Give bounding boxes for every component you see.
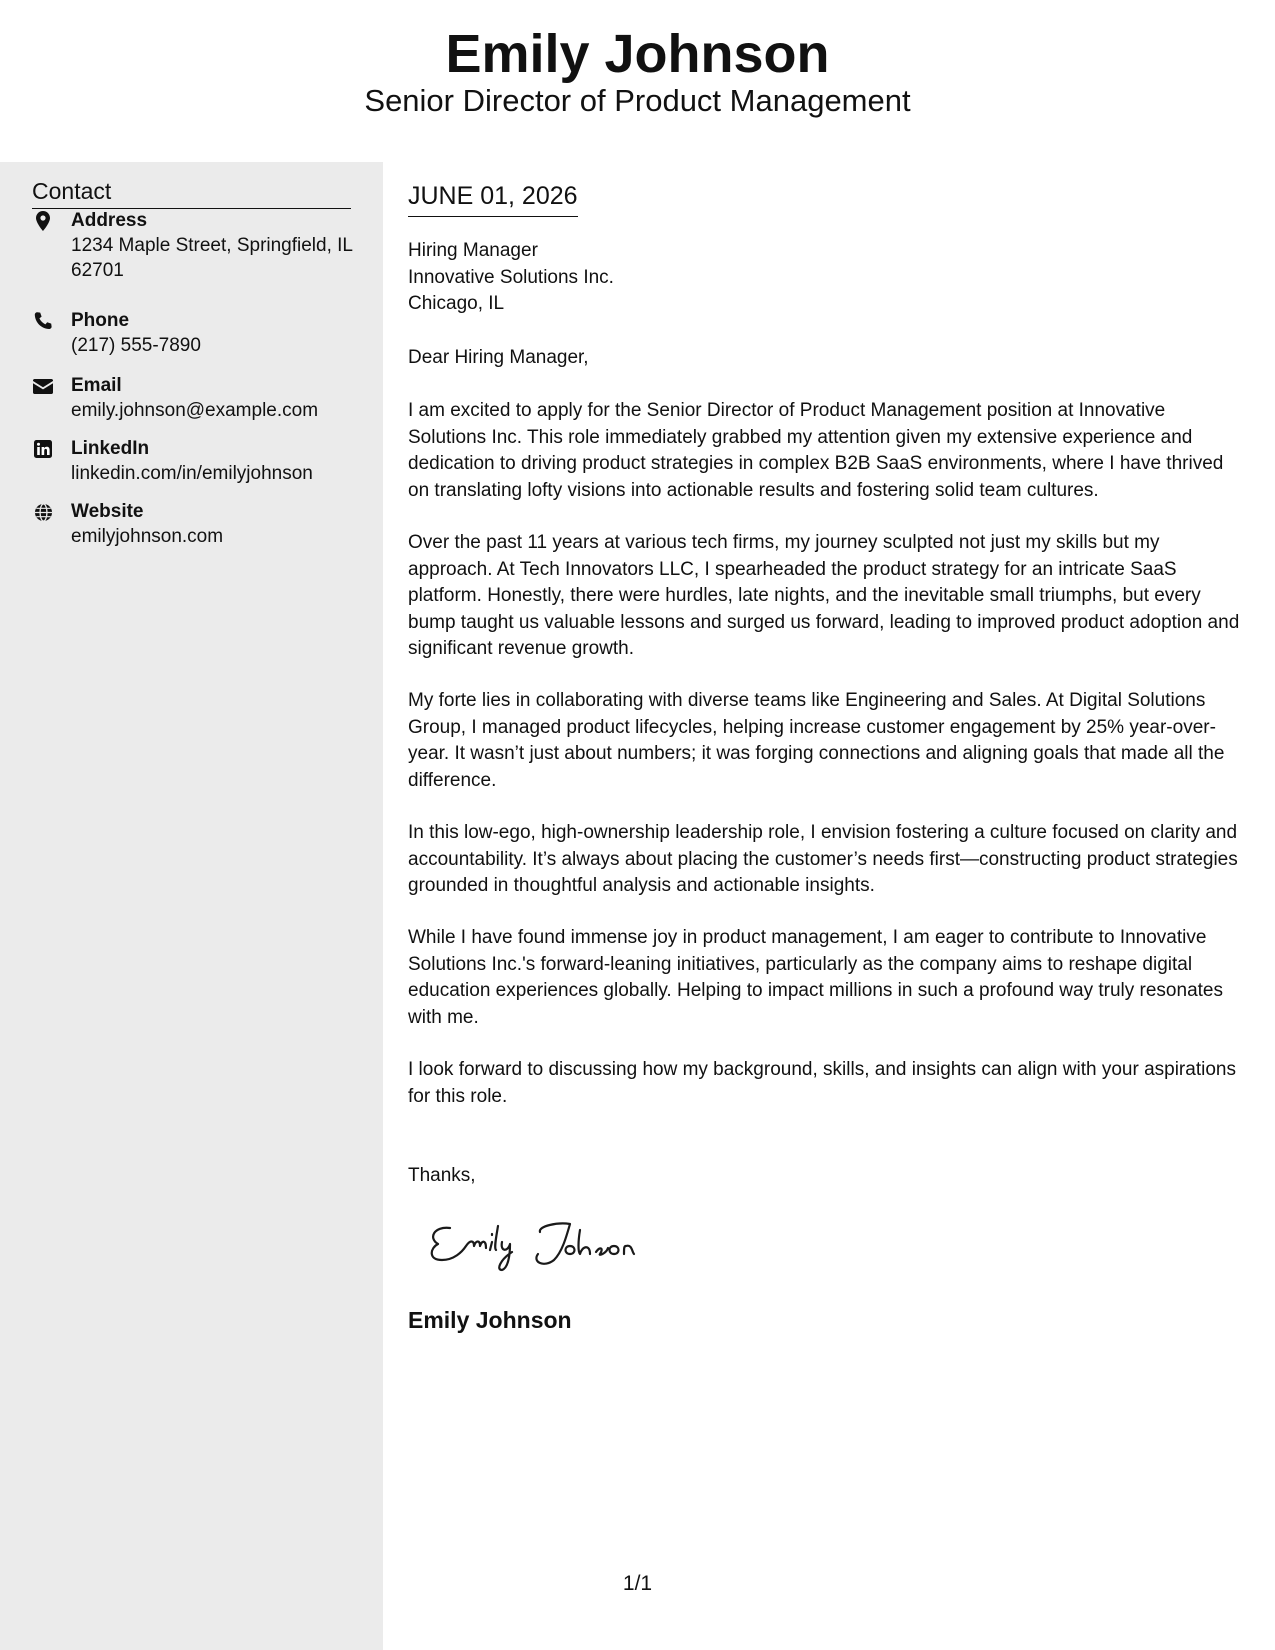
contact-label: Phone (71, 310, 130, 331)
contact-value: 1234 Maple Street, Springfield, IL 62701 (71, 235, 353, 281)
signoff: Thanks, (408, 1165, 476, 1186)
map-pin-icon (32, 210, 54, 232)
contact-value: emilyjohnson.com (71, 526, 224, 547)
letter-paragraph: In this low-ego, high-ownership leadership role, I envision fostering a culture focused on clarity and accountability. It’s always about placing the customer’s needs first—constructing product strategies grounded in thoughtful analysis and actionable insights. (408, 822, 1238, 896)
recipient-line: Hiring Manager (408, 240, 538, 261)
envelope-icon (32, 375, 54, 397)
signature-text: Emily Johnson (536, 1252, 544, 1253)
contact-label: Website (71, 501, 144, 522)
linkedin-icon (32, 438, 54, 460)
contact-value: (217) 555-7890 (71, 335, 201, 356)
contact-label: Address (71, 210, 148, 231)
contact-value: linkedin.com/in/emilyjohnson (71, 463, 313, 484)
letter-header (0, 0, 1275, 162)
contact-value: emily.johnson@example.com (71, 400, 319, 421)
letter-paragraph: I look forward to discussing how my background, skills, and insights can align with your aspirations for this role. (408, 1059, 1236, 1107)
recipient-block (408, 238, 614, 318)
letter-paragraph: Over the past 11 years at various tech firms, my journey sculpted not just my skills but my approach. At Tech Innovators LLC, I spearheaded the product strategy for an intricate SaaS platform. Honestly, there were hurdles, late nights, and the inevitable small triumphs, but every bump taught us valuable lessons and surged us forward, leading to improved product adoption and significant revenue growth. (408, 532, 1240, 659)
contact-sidebar (0, 162, 383, 1650)
recipient-line: Chicago, IL (408, 293, 505, 314)
letter-paragraph: I am excited to apply for the Senior Director of Product Management position at Innovative Solutions Inc. This role immediately grabbed my attention given my extensive experience and dedication to driving product strategies in complex B2B SaaS environments, where I have thrived on translating lofty visions into actionable results and fostering solid team cultures. (408, 400, 1224, 501)
phone-icon (32, 310, 54, 332)
applicant-name: Emily Johnson (445, 24, 830, 84)
globe-icon (32, 501, 54, 523)
contact-label: Email (71, 375, 122, 396)
letter-paragraph: My forte lies in collaborating with diverse teams like Engineering and Sales. At Digital Solutions Group, I managed product lifecycles, helping increase customer engagement by 25% year-over-year. It wasn’t just about numbers; it was forging connections and aligning goals that made all the difference. (408, 690, 1225, 791)
letter-date: JUNE 01, 2026 (408, 179, 578, 217)
signature-image (420, 1208, 660, 1278)
contact-heading: Contact (32, 176, 351, 209)
recipient-line: Innovative Solutions Inc. (408, 266, 614, 288)
applicant-title: Senior Director of Product Management (364, 83, 911, 118)
salutation: Dear Hiring Manager, (408, 347, 589, 368)
signed-name: Emily Johnson (408, 1307, 572, 1333)
contact-label: LinkedIn (71, 438, 150, 459)
page-number: 1/1 (622, 1572, 653, 1595)
letter-paragraph: While I have found immense joy in product management, I am eager to contribute to Innovative Solutions Inc.'s forward-leaning initiatives, particularly as the company aims to reshape digital education experiences globally. Helping to impact millions in such a profound way truly resonates with me. (408, 927, 1223, 1028)
